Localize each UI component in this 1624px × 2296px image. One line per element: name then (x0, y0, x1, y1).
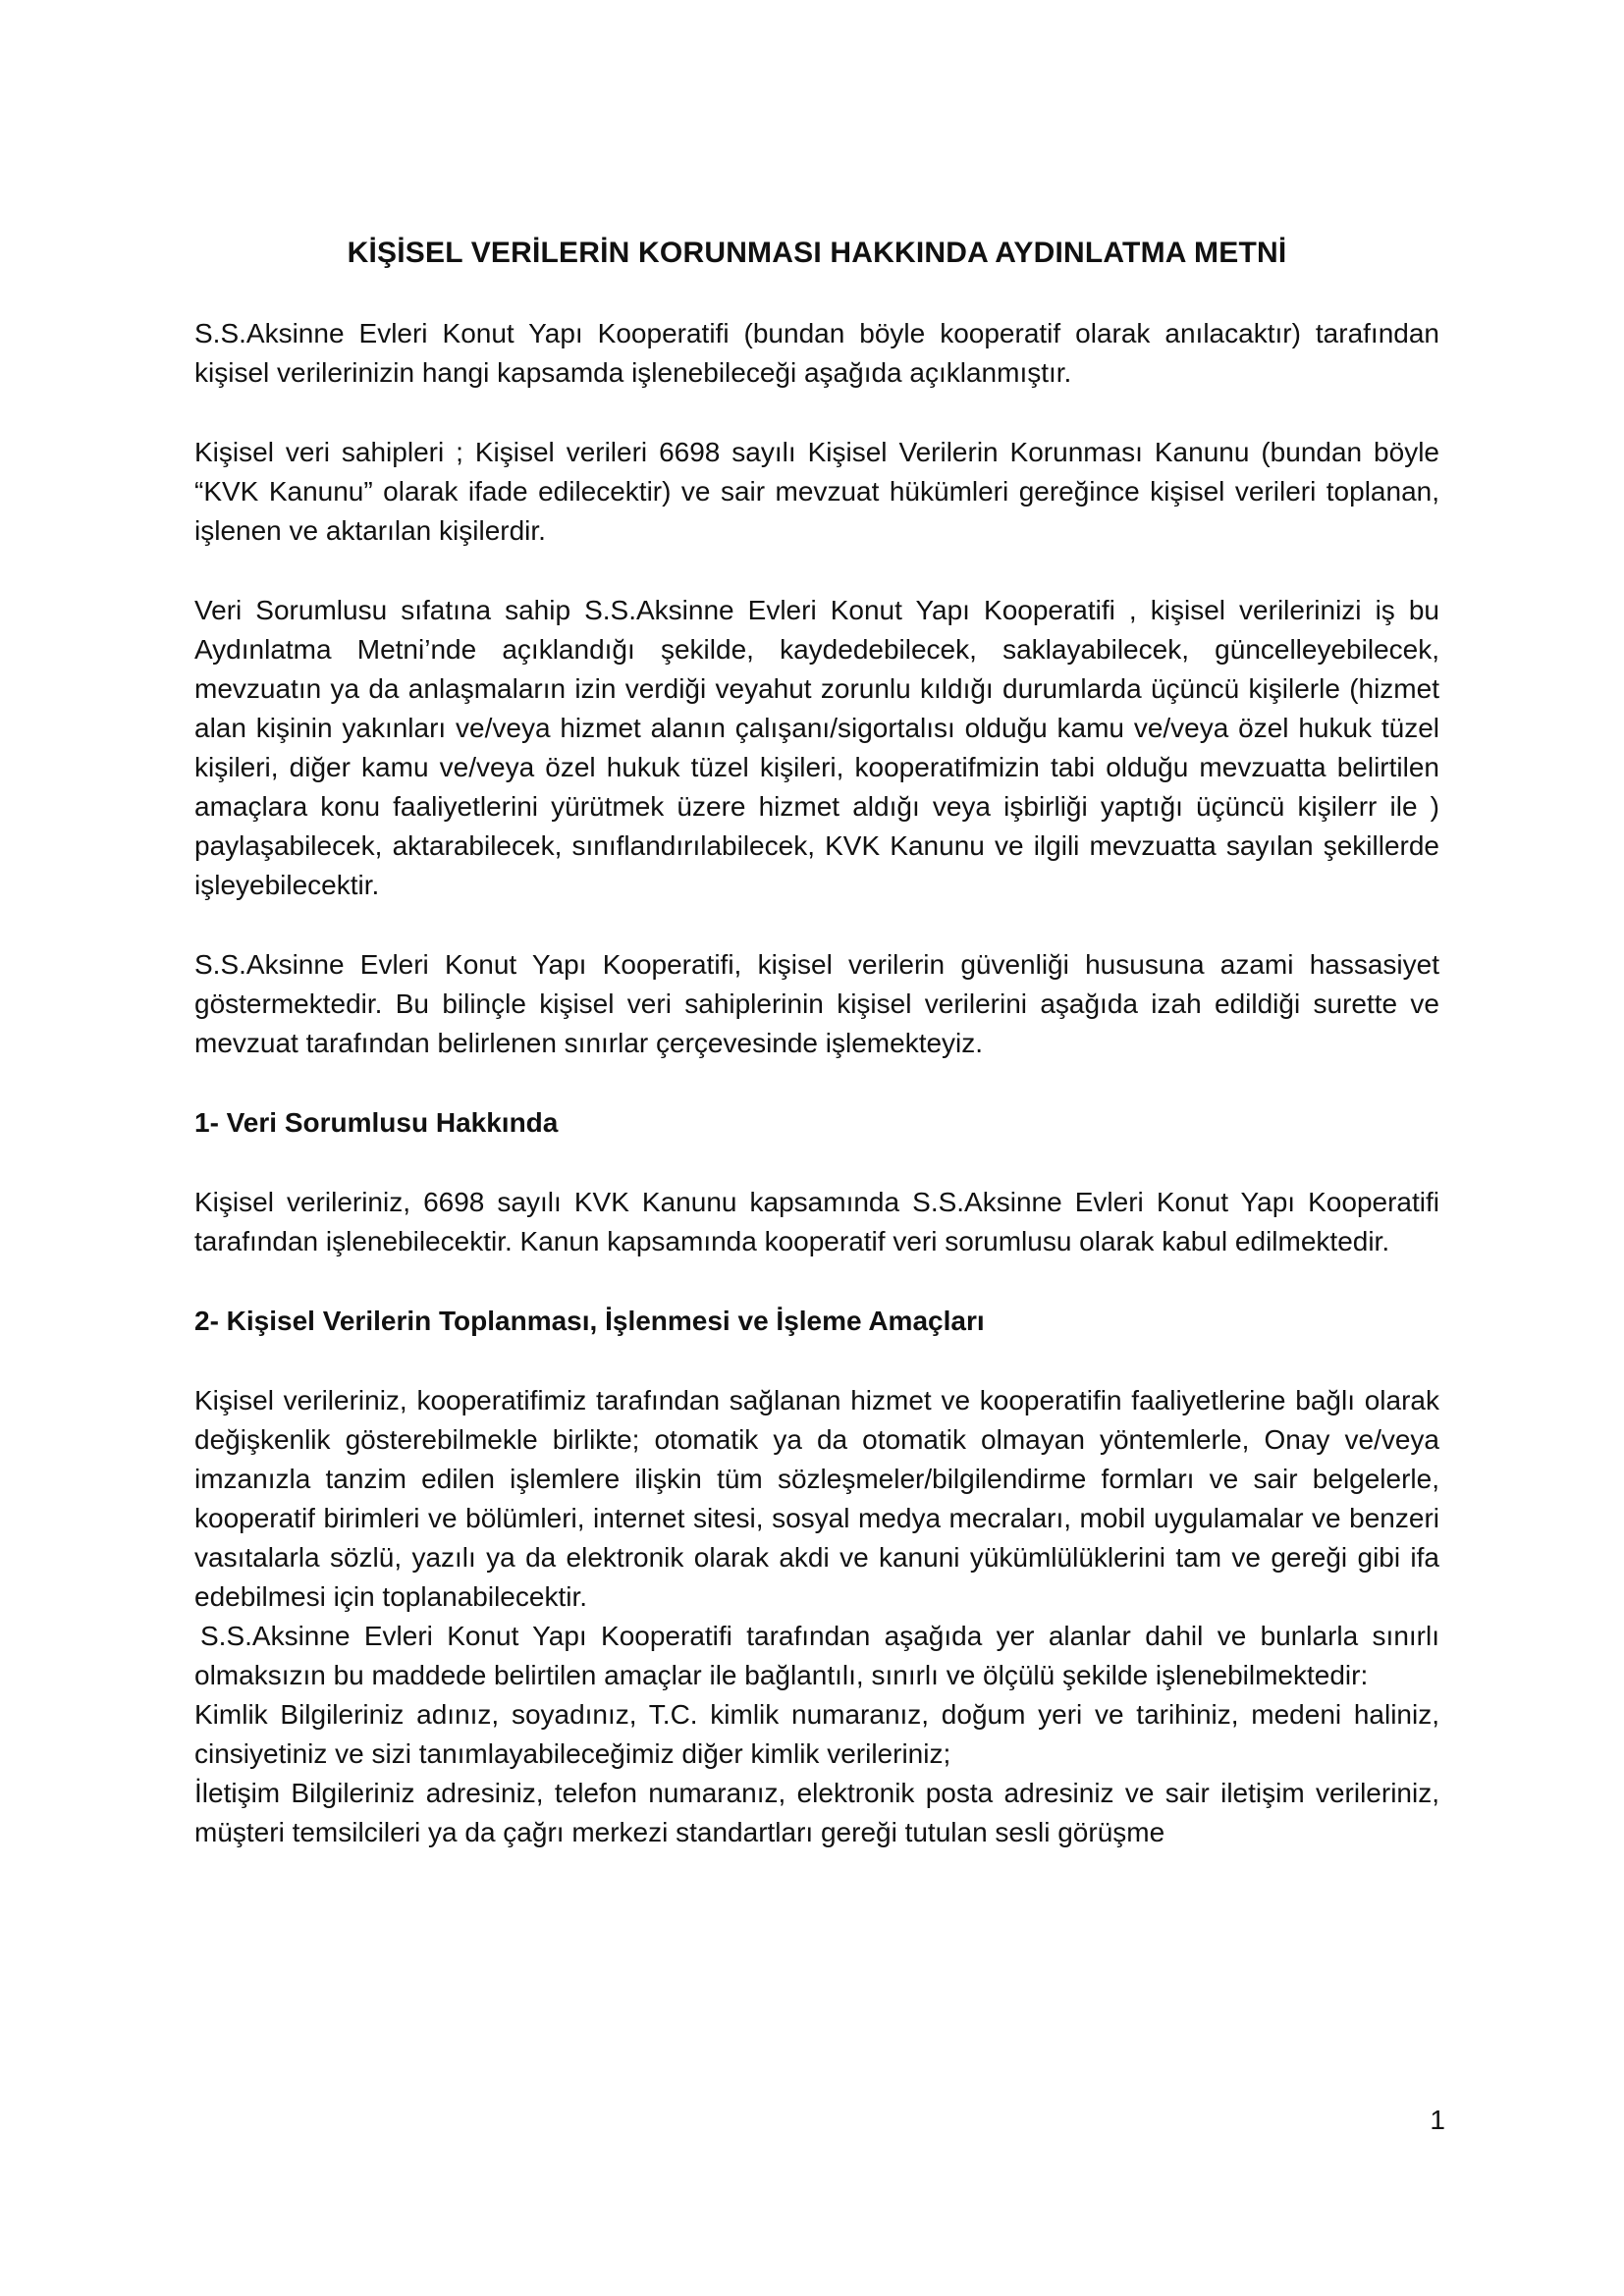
document-title: KİŞİSEL VERİLERİN KORUNMASI HAKKINDA AYDINLATMA METNİ (347, 237, 1287, 269)
section-2-identity-info: Kimlik Bilgileriniz adınız, soyadınız, T.C. kimlik numaranız, doğum yeri ve tarihiniz, medeni haliniz, cinsiyetiniz ve sizi tanımlayabileceğimiz diğer kimlik verileriniz; (194, 1699, 1439, 1769)
security-paragraph: S.S.Aksinne Evleri Konut Yapı Kooperatifi, kişisel verilerin güvenliği hususuna azami hassasiyet göstermektedir. Bu bilinçle kişisel veri sahiplerinin kişisel verilerini aşağıda izah edildiği surette ve mevzuat tarafından belirlenen sınırlar çerçevesinde işlemekteyiz. (194, 949, 1439, 1058)
document-body (194, 234, 1439, 1852)
intro-paragraph: S.S.Aksinne Evleri Konut Yapı Kooperatifi (bundan böyle kooperatif olarak anılacaktır) tarafından kişisel verilerinizin hangi kapsamda işlenebileceği aşağıda açıklanmıştır. (194, 318, 1439, 388)
section-2-contact-info: İletişim Bilgileriniz adresiniz, telefon numaranız, elektronik posta adresiniz ve sair iletişim verileriniz, müşteri temsilcileri ya da çağrı merkezi standartları gereği tutulan sesli görüşme (194, 1778, 1439, 1847)
section-1-heading: 1- Veri Sorumlusu Hakkında (194, 1107, 559, 1138)
data-controller-paragraph: Veri Sorumlusu sıfatına sahip S.S.Aksinne Evleri Konut Yapı Kooperatifi , kişisel verilerinizi iş bu Aydınlatma Metni’nde açıklandığı şekilde, kaydedebilecek, saklayabilecek, güncelleyebilecek, mevzuatın ya da anlaşmaların izin verdiği veyahut zorunlu kıldığı durumlarda üçüncü kişilerle (hizmet alan kişinin yakınları ve/veya hizmet alanın çalışanı/sigortalısı olduğu kamu ve/veya özel hukuk tüzel kişileri, diğer kamu ve/veya özel hukuk tüzel kişileri, kooperatifmizin tabi olduğu mevzuatta belirtilen amaçlara konu faaliyetlerini yürütmek üzere hizmet aldığı veya işbirliği yaptığı üçüncü kişilerr ile ) paylaşabilecek, aktarabilecek, sınıflandırılabilecek, KVK Kanunu ve ilgili mevzuatta sayılan şekillerde işleyebilecektir. (194, 595, 1439, 900)
section-2-heading: 2- Kişisel Verilerin Toplanması, İşlenmesi ve İşleme Amaçları (194, 1306, 985, 1336)
data-subjects-paragraph: Kişisel veri sahipleri ; Kişisel verileri 6698 sayılı Kişisel Verilerin Korunması Kanunu (bundan böyle “KVK Kanunu” olarak ifade edilecektir) ve sair mevzuat hükümleri gereğince kişisel verileri toplanan, işlenen ve aktarılan kişilerdir. (194, 437, 1439, 546)
section-2-paragraph-collection: Kişisel verileriniz, kooperatifimiz tarafından sağlanan hizmet ve kooperatifin faaliyetlerine bağlı olarak değişkenlik gösterebilmekle birlikte; otomatik ya da otomatik olmayan yöntemlerle, Onay ve/veya imzanızla tanzim edilen işlemlere ilişkin tüm sözleşmeler/bilgilendirme formları ve sair belgelerle, kooperatif birimleri ve bölümleri, internet sitesi, sosyal medya mecraları, mobil uygulamalar ve benzeri vasıtalarla sözlü, yazılı ya da elektronik olarak akdi ve kanuni yükümlülüklerini tam ve gereği gibi ifa edebilmesi için toplanabilecektir. (194, 1385, 1439, 1612)
section-1-paragraph: Kişisel verileriniz, 6698 sayılı KVK Kanunu kapsamında S.S.Aksinne Evleri Konut Yapı Kooperatifi tarafından işlenebilecektir. Kanun kapsamında kooperatif veri sorumlusu olarak kabul edilmektedir. (194, 1187, 1439, 1256)
section-2-paragraph-processing: S.S.Aksinne Evleri Konut Yapı Kooperatifi tarafından aşağıda yer alanlar dahil ve bunlarla sınırlı olmaksızın bu maddede belirtilen amaçlar ile bağlantılı, sınırlı ve ölçülü şekilde işlenebilmektedir: (194, 1621, 1439, 1690)
page-number: 1 (1430, 2105, 1445, 2135)
